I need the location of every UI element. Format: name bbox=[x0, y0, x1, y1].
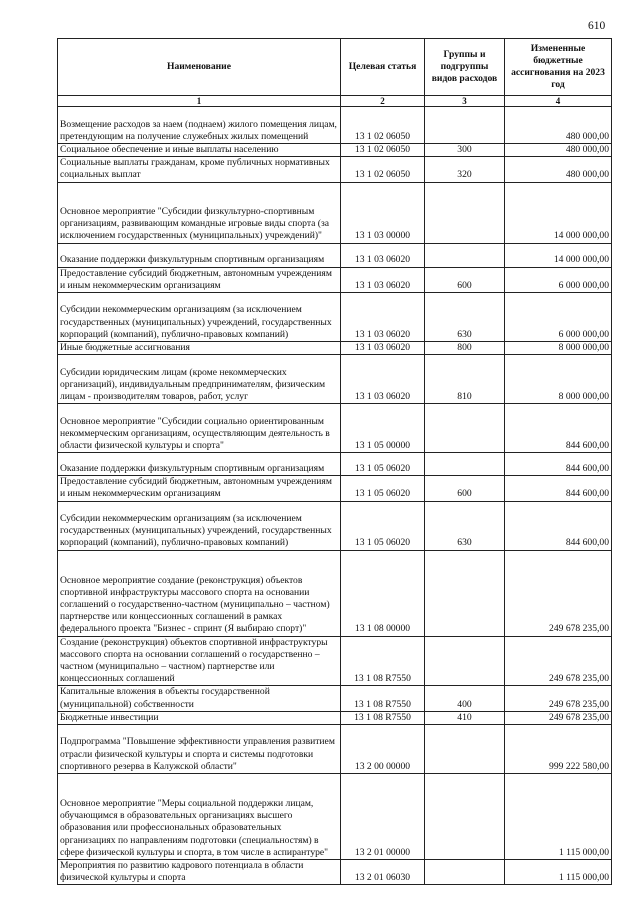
row-target-code: 13 1 03 06020 bbox=[341, 243, 425, 267]
row-amount: 6 000 000,00 bbox=[505, 267, 612, 292]
row-name: Социальное обеспечение и иные выплаты населению bbox=[58, 144, 341, 157]
table-row bbox=[58, 711, 612, 724]
table-row bbox=[58, 774, 612, 860]
row-target-code: 13 1 05 06020 bbox=[341, 453, 425, 476]
row-name: Предоставление субсидий бюджетным, автономным учреждениям и иным некоммерческим организациям bbox=[58, 476, 341, 501]
row-name: Основное мероприятие "Меры социальной поддержки лицам, обучающимся в образовательных организациях высшего образования или профессиональных образовательных организациях по направлениям подготовки (специальностям) в сфере физической культуры и спорта, в том числе в аспирантуре" bbox=[58, 774, 341, 860]
row-target-code: 13 1 05 06020 bbox=[341, 501, 425, 550]
row-name: Оказание поддержки физкультурным спортивным организациям bbox=[58, 243, 341, 267]
row-name: Основное мероприятие "Субсидии социально ориентированным некоммерческим организациям, осуществляющим деятельность в области физической культуры и спорта" bbox=[58, 404, 341, 453]
column-number: 1 bbox=[58, 96, 341, 107]
row-name: Создание (реконструкция) объектов спортивной инфраструктуры массового спорта на основании соглашений о государственно –частном (муниципально – частном) партнерстве или концессионных соглашений bbox=[58, 636, 341, 686]
table-row bbox=[58, 342, 612, 355]
row-amount: 844 600,00 bbox=[505, 404, 612, 453]
row-expense-group: 630 bbox=[425, 501, 505, 550]
row-name: Оказание поддержки физкультурным спортивным организациям bbox=[58, 453, 341, 476]
row-expense-group: 810 bbox=[425, 355, 505, 404]
row-target-code: 13 1 03 06020 bbox=[341, 267, 425, 292]
row-amount: 844 600,00 bbox=[505, 501, 612, 550]
row-expense-group: 630 bbox=[425, 293, 505, 342]
row-expense-group bbox=[425, 774, 505, 860]
row-expense-group: 600 bbox=[425, 267, 505, 292]
table-row bbox=[58, 157, 612, 182]
row-target-code: 13 1 03 06020 bbox=[341, 342, 425, 355]
table-row bbox=[58, 725, 612, 774]
row-amount: 249 678 235,00 bbox=[505, 686, 612, 711]
row-target-code: 13 1 08 R7550 bbox=[341, 686, 425, 711]
row-target-code: 13 1 08 00000 bbox=[341, 550, 425, 636]
row-target-code: 13 2 01 06030 bbox=[341, 860, 425, 885]
table-row bbox=[58, 476, 612, 501]
row-name: Капитальные вложения в объекты государственной (муниципальной) собственности bbox=[58, 686, 341, 711]
row-target-code: 13 1 08 R7550 bbox=[341, 636, 425, 686]
row-expense-group bbox=[425, 107, 505, 144]
header-target: Целевая статья bbox=[341, 39, 425, 96]
table-row bbox=[58, 182, 612, 243]
row-amount: 249 678 235,00 bbox=[505, 636, 612, 686]
row-expense-group: 300 bbox=[425, 144, 505, 157]
row-amount: 844 600,00 bbox=[505, 476, 612, 501]
row-amount: 249 678 235,00 bbox=[505, 550, 612, 636]
header-groups: Группы и подгруппы видов расходов bbox=[425, 39, 505, 96]
row-expense-group bbox=[425, 182, 505, 243]
row-name: Иные бюджетные ассигнования bbox=[58, 342, 341, 355]
row-name: Предоставление субсидий бюджетным, автономным учреждениям и иным некоммерческим организациям bbox=[58, 267, 341, 292]
row-name: Основное мероприятие создание (реконструкция) объектов спортивной инфраструктуры массового спорта на основании соглашений о государственно-частном (муниципально – частном) партнерстве или концессионных соглашений в рамках федерального проекта "Бизнес - спринт (Я выбираю спорт)" bbox=[58, 550, 341, 636]
row-name: Субсидии некоммерческим организациям (за исключением государственных (муниципальных) учреждений, государственных корпораций (компаний), публично-правовых компаний) bbox=[58, 501, 341, 550]
row-amount: 1 115 000,00 bbox=[505, 860, 612, 885]
row-target-code: 13 1 03 06020 bbox=[341, 355, 425, 404]
row-amount: 844 600,00 bbox=[505, 453, 612, 476]
row-name: Субсидии юридическим лицам (кроме некоммерческих организаций), индивидуальным предпринимателям, физическим лицам - производителям товаров, работ, услуг bbox=[58, 355, 341, 404]
row-name: Возмещение расходов за наем (поднаем) жилого помещения лицам, претендующим на получение служебных жилых помещений bbox=[58, 107, 341, 144]
row-target-code: 13 1 03 06020 bbox=[341, 293, 425, 342]
column-number: 4 bbox=[505, 96, 612, 107]
table-row bbox=[58, 404, 612, 453]
row-target-code: 13 1 02 06050 bbox=[341, 144, 425, 157]
column-numbers-row bbox=[58, 96, 612, 107]
budget-table bbox=[57, 38, 612, 885]
row-name: Бюджетные инвестиции bbox=[58, 711, 341, 724]
row-expense-group: 400 bbox=[425, 686, 505, 711]
row-amount: 480 000,00 bbox=[505, 157, 612, 182]
table-row bbox=[58, 453, 612, 476]
row-name: Подпрограмма "Повышение эффективности управления развитием отрасли физической культуры и спорта и системы подготовки спортивного резерва в Калужской области" bbox=[58, 725, 341, 774]
column-number: 3 bbox=[425, 96, 505, 107]
table-row bbox=[58, 550, 612, 636]
row-expense-group bbox=[425, 404, 505, 453]
row-target-code: 13 1 05 00000 bbox=[341, 404, 425, 453]
row-expense-group bbox=[425, 550, 505, 636]
row-amount: 249 678 235,00 bbox=[505, 711, 612, 724]
header-amount: Измененные бюджетные ассигнования на 2023 год bbox=[505, 39, 612, 96]
table-row bbox=[58, 293, 612, 342]
row-expense-group bbox=[425, 243, 505, 267]
table-row bbox=[58, 107, 612, 144]
row-amount: 480 000,00 bbox=[505, 144, 612, 157]
row-target-code: 13 1 03 00000 bbox=[341, 182, 425, 243]
row-target-code: 13 2 01 00000 bbox=[341, 774, 425, 860]
row-expense-group: 320 bbox=[425, 157, 505, 182]
row-target-code: 13 1 02 06050 bbox=[341, 157, 425, 182]
row-expense-group: 600 bbox=[425, 476, 505, 501]
row-target-code: 13 1 05 06020 bbox=[341, 476, 425, 501]
row-expense-group bbox=[425, 453, 505, 476]
row-name: Мероприятия по развитию кадрового потенциала в области физической культуры и спорта bbox=[58, 860, 341, 885]
table-row bbox=[58, 243, 612, 267]
table-row bbox=[58, 686, 612, 711]
row-expense-group: 410 bbox=[425, 711, 505, 724]
table-row bbox=[58, 355, 612, 404]
row-target-code: 13 1 08 R7550 bbox=[341, 711, 425, 724]
row-amount: 8 000 000,00 bbox=[505, 342, 612, 355]
table-row bbox=[58, 860, 612, 885]
table-row bbox=[58, 636, 612, 686]
table-header-row bbox=[58, 39, 612, 96]
row-target-code: 13 2 00 00000 bbox=[341, 725, 425, 774]
row-expense-group: 800 bbox=[425, 342, 505, 355]
row-amount: 8 000 000,00 bbox=[505, 355, 612, 404]
row-target-code: 13 1 02 06050 bbox=[341, 107, 425, 144]
row-expense-group bbox=[425, 860, 505, 885]
header-name: Наименование bbox=[58, 39, 341, 96]
table-row bbox=[58, 144, 612, 157]
row-amount: 480 000,00 bbox=[505, 107, 612, 144]
table-row bbox=[58, 267, 612, 292]
row-name: Субсидии некоммерческим организациям (за исключением государственных (муниципальных) учреждений, государственных корпораций (компаний), публично-правовых компаний) bbox=[58, 293, 341, 342]
row-amount: 6 000 000,00 bbox=[505, 293, 612, 342]
table-row bbox=[58, 501, 612, 550]
row-name: Основное мероприятие "Субсидии физкультурно-спортивным организациям, развивающим командные игровые виды спорта (за исключением государственных (муниципальных) учреждений)" bbox=[58, 182, 341, 243]
row-amount: 999 222 580,00 bbox=[505, 725, 612, 774]
column-number: 2 bbox=[341, 96, 425, 107]
page-number: 610 bbox=[588, 20, 606, 32]
row-name: Социальные выплаты гражданам, кроме публичных нормативных социальных выплат bbox=[58, 157, 341, 182]
row-amount: 1 115 000,00 bbox=[505, 774, 612, 860]
row-expense-group bbox=[425, 725, 505, 774]
row-amount: 14 000 000,00 bbox=[505, 182, 612, 243]
row-amount: 14 000 000,00 bbox=[505, 243, 612, 267]
row-expense-group bbox=[425, 636, 505, 686]
